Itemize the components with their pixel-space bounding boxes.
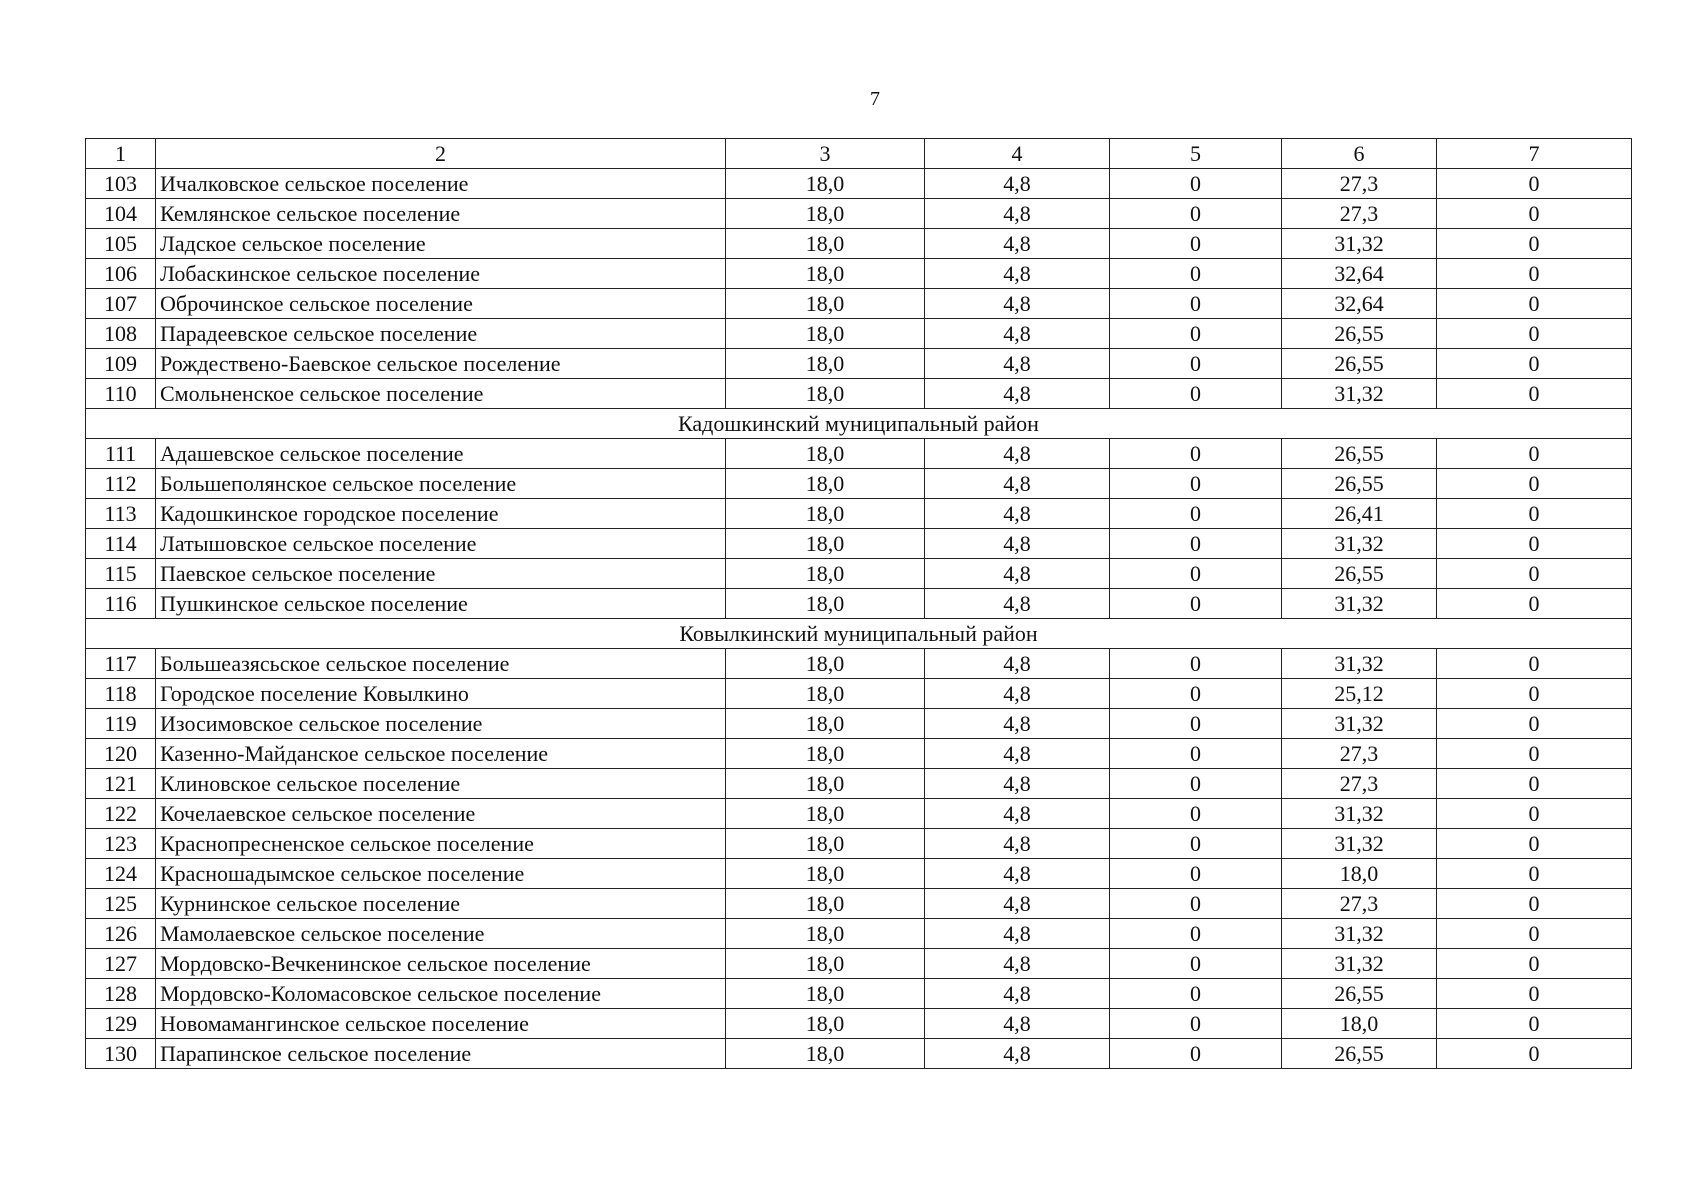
row-number: 105 [86,229,156,259]
value-col-5: 0 [1110,169,1282,199]
settlement-name: Мордовско-Вечкенинское сельское поселение [156,949,726,979]
value-col-7: 0 [1437,949,1632,979]
settlement-name: Паевское сельское поселение [156,559,726,589]
value-col-7: 0 [1437,769,1632,799]
value-col-3: 18,0 [726,829,925,859]
table-row [86,889,1632,919]
settlement-name: Оброчинское сельское поселение [156,289,726,319]
value-col-6: 31,32 [1282,229,1437,259]
value-col-7: 0 [1437,919,1632,949]
header-cell: 2 [156,139,726,169]
value-col-3: 18,0 [726,979,925,1009]
table-row [86,979,1632,1009]
value-col-3: 18,0 [726,169,925,199]
settlement-name: Парадеевское сельское поселение [156,319,726,349]
value-col-5: 0 [1110,379,1282,409]
value-col-6: 27,3 [1282,169,1437,199]
value-col-5: 0 [1110,529,1282,559]
row-number: 114 [86,529,156,559]
value-col-6: 18,0 [1282,1009,1437,1039]
value-col-6: 26,55 [1282,469,1437,499]
table-row [86,469,1632,499]
value-col-6: 32,64 [1282,289,1437,319]
value-col-5: 0 [1110,799,1282,829]
value-col-4: 4,8 [925,739,1110,769]
value-col-6: 31,32 [1282,799,1437,829]
value-col-3: 18,0 [726,469,925,499]
row-number: 108 [86,319,156,349]
value-col-5: 0 [1110,229,1282,259]
district-heading: Кадошкинский муниципальный район [86,409,1632,439]
row-number: 116 [86,589,156,619]
value-col-5: 0 [1110,649,1282,679]
value-col-4: 4,8 [925,319,1110,349]
settlement-name: Лобаскинское сельское поселение [156,259,726,289]
settlement-name: Парапинское сельское поселение [156,1039,726,1069]
row-number: 109 [86,349,156,379]
settlement-name: Новомамангинское сельское поселение [156,1009,726,1039]
value-col-6: 31,32 [1282,949,1437,979]
value-col-6: 31,32 [1282,709,1437,739]
table-row [86,679,1632,709]
table-row [86,199,1632,229]
row-number: 118 [86,679,156,709]
value-col-6: 31,32 [1282,829,1437,859]
row-number: 124 [86,859,156,889]
settlement-name: Смольненское сельское поселение [156,379,726,409]
value-col-3: 18,0 [726,1009,925,1039]
table-row [86,859,1632,889]
settlement-name: Адашевское сельское поселение [156,439,726,469]
value-col-3: 18,0 [726,559,925,589]
value-col-4: 4,8 [925,469,1110,499]
value-col-6: 26,55 [1282,319,1437,349]
value-col-4: 4,8 [925,379,1110,409]
settlement-name: Мордовско-Коломасовское сельское поселение [156,979,726,1009]
row-number: 127 [86,949,156,979]
value-col-6: 27,3 [1282,889,1437,919]
table-row [86,769,1632,799]
value-col-7: 0 [1437,169,1632,199]
value-col-4: 4,8 [925,979,1110,1009]
settlement-name: Курнинское сельское поселение [156,889,726,919]
value-col-6: 26,41 [1282,499,1437,529]
table-row [86,529,1632,559]
value-col-4: 4,8 [925,799,1110,829]
header-cell: 3 [726,139,925,169]
value-col-7: 0 [1437,529,1632,559]
value-col-5: 0 [1110,979,1282,1009]
value-col-3: 18,0 [726,379,925,409]
value-col-6: 31,32 [1282,649,1437,679]
value-col-5: 0 [1110,349,1282,379]
value-col-5: 0 [1110,829,1282,859]
value-col-3: 18,0 [726,289,925,319]
value-col-4: 4,8 [925,559,1110,589]
value-col-3: 18,0 [726,769,925,799]
value-col-4: 4,8 [925,259,1110,289]
settlement-name: Красношадымское сельское поселение [156,859,726,889]
table-row [86,289,1632,319]
value-col-7: 0 [1437,559,1632,589]
row-number: 130 [86,1039,156,1069]
value-col-7: 0 [1437,499,1632,529]
table-row [86,559,1632,589]
row-number: 110 [86,379,156,409]
value-col-4: 4,8 [925,589,1110,619]
table-row [86,439,1632,469]
value-col-4: 4,8 [925,679,1110,709]
header-cell: 5 [1110,139,1282,169]
value-col-6: 18,0 [1282,859,1437,889]
page-number: 7 [870,88,880,110]
row-number: 112 [86,469,156,499]
table-row [86,1039,1632,1069]
value-col-5: 0 [1110,589,1282,619]
value-col-7: 0 [1437,709,1632,739]
table-row [86,259,1632,289]
value-col-4: 4,8 [925,919,1110,949]
value-col-7: 0 [1437,289,1632,319]
value-col-6: 27,3 [1282,739,1437,769]
value-col-4: 4,8 [925,769,1110,799]
value-col-5: 0 [1110,469,1282,499]
settlement-name: Кадошкинское городское поселение [156,499,726,529]
value-col-6: 31,32 [1282,379,1437,409]
row-number: 117 [86,649,156,679]
value-col-7: 0 [1437,199,1632,229]
value-col-7: 0 [1437,889,1632,919]
value-col-3: 18,0 [726,799,925,829]
value-col-4: 4,8 [925,709,1110,739]
value-col-3: 18,0 [726,649,925,679]
value-col-3: 18,0 [726,919,925,949]
value-col-7: 0 [1437,259,1632,289]
value-col-5: 0 [1110,1039,1282,1069]
value-col-5: 0 [1110,499,1282,529]
value-col-7: 0 [1437,979,1632,1009]
value-col-5: 0 [1110,559,1282,589]
district-heading-row [86,619,1632,649]
table-row [86,169,1632,199]
table-row [86,919,1632,949]
value-col-7: 0 [1437,589,1632,619]
value-col-6: 26,55 [1282,979,1437,1009]
table-row [86,799,1632,829]
value-col-3: 18,0 [726,259,925,289]
value-col-7: 0 [1437,439,1632,469]
district-heading-row [86,409,1632,439]
row-number: 122 [86,799,156,829]
table-row [86,379,1632,409]
row-number: 119 [86,709,156,739]
value-col-6: 26,55 [1282,559,1437,589]
header-row [86,139,1632,169]
value-col-5: 0 [1110,919,1282,949]
table-row [86,949,1632,979]
value-col-6: 25,12 [1282,679,1437,709]
value-col-6: 26,55 [1282,439,1437,469]
value-col-7: 0 [1437,1039,1632,1069]
row-number: 128 [86,979,156,1009]
value-col-3: 18,0 [726,199,925,229]
value-col-4: 4,8 [925,229,1110,259]
value-col-6: 27,3 [1282,769,1437,799]
value-col-3: 18,0 [726,949,925,979]
value-col-5: 0 [1110,859,1282,889]
settlement-name: Кемлянское сельское поселение [156,199,726,229]
settlement-name: Городское поселение Ковылкино [156,679,726,709]
value-col-5: 0 [1110,319,1282,349]
row-number: 104 [86,199,156,229]
value-col-7: 0 [1437,739,1632,769]
settlement-name: Изосимовское сельское поселение [156,709,726,739]
row-number: 113 [86,499,156,529]
value-col-3: 18,0 [726,529,925,559]
settlement-name: Латышовское сельское поселение [156,529,726,559]
table-row [86,709,1632,739]
value-col-5: 0 [1110,289,1282,319]
header-cell: 1 [86,139,156,169]
settlement-name: Казенно-Майданское сельское поселение [156,739,726,769]
table-row [86,1009,1632,1039]
value-col-7: 0 [1437,1009,1632,1039]
table-body [86,139,1632,1069]
value-col-5: 0 [1110,739,1282,769]
settlement-name: Кочелаевское сельское поселение [156,799,726,829]
value-col-5: 0 [1110,889,1282,919]
value-col-3: 18,0 [726,709,925,739]
value-col-3: 18,0 [726,439,925,469]
header-cell: 7 [1437,139,1632,169]
value-col-6: 31,32 [1282,589,1437,619]
value-col-3: 18,0 [726,859,925,889]
value-col-7: 0 [1437,829,1632,859]
value-col-5: 0 [1110,709,1282,739]
value-col-5: 0 [1110,259,1282,289]
header-cell: 4 [925,139,1110,169]
table-row [86,829,1632,859]
row-number: 125 [86,889,156,919]
value-col-4: 4,8 [925,859,1110,889]
value-col-5: 0 [1110,949,1282,979]
value-col-7: 0 [1437,649,1632,679]
value-col-7: 0 [1437,799,1632,829]
value-col-3: 18,0 [726,589,925,619]
value-col-3: 18,0 [726,1039,925,1069]
value-col-6: 31,32 [1282,529,1437,559]
value-col-3: 18,0 [726,229,925,259]
value-col-5: 0 [1110,199,1282,229]
value-col-4: 4,8 [925,829,1110,859]
settlement-name: Большеазясьское сельское поселение [156,649,726,679]
value-col-4: 4,8 [925,349,1110,379]
row-number: 123 [86,829,156,859]
table-row [86,229,1632,259]
value-col-3: 18,0 [726,319,925,349]
table-row [86,319,1632,349]
value-col-4: 4,8 [925,439,1110,469]
value-col-3: 18,0 [726,889,925,919]
table-row [86,739,1632,769]
value-col-3: 18,0 [726,739,925,769]
value-col-5: 0 [1110,439,1282,469]
table-row [86,349,1632,379]
table-row [86,649,1632,679]
value-col-6: 32,64 [1282,259,1437,289]
value-col-4: 4,8 [925,1039,1110,1069]
value-col-5: 0 [1110,679,1282,709]
value-col-5: 0 [1110,769,1282,799]
header-cell: 6 [1282,139,1437,169]
value-col-4: 4,8 [925,199,1110,229]
value-col-3: 18,0 [726,499,925,529]
value-col-7: 0 [1437,469,1632,499]
value-col-4: 4,8 [925,169,1110,199]
value-col-7: 0 [1437,679,1632,709]
value-col-4: 4,8 [925,649,1110,679]
value-col-7: 0 [1437,319,1632,349]
value-col-6: 31,32 [1282,919,1437,949]
value-col-7: 0 [1437,349,1632,379]
row-number: 107 [86,289,156,319]
value-col-3: 18,0 [726,349,925,379]
row-number: 129 [86,1009,156,1039]
value-col-3: 18,0 [726,679,925,709]
value-col-5: 0 [1110,1009,1282,1039]
row-number: 126 [86,919,156,949]
settlement-name: Рождествено-Баевское сельское поселение [156,349,726,379]
row-number: 121 [86,769,156,799]
settlement-name: Большеполянское сельское поселение [156,469,726,499]
value-col-4: 4,8 [925,949,1110,979]
settlement-name: Пушкинское сельское поселение [156,589,726,619]
row-number: 111 [86,439,156,469]
row-number: 106 [86,259,156,289]
table-row [86,589,1632,619]
settlement-name: Ладское сельское поселение [156,229,726,259]
value-col-7: 0 [1437,859,1632,889]
district-heading: Ковылкинский муниципальный район [86,619,1632,649]
value-col-6: 27,3 [1282,199,1437,229]
value-col-6: 26,55 [1282,1039,1437,1069]
data-table [85,138,1632,1069]
row-number: 120 [86,739,156,769]
settlement-name: Клиновское сельское поселение [156,769,726,799]
value-col-4: 4,8 [925,289,1110,319]
value-col-4: 4,8 [925,499,1110,529]
settlement-name: Ичалковское сельское поселение [156,169,726,199]
value-col-7: 0 [1437,379,1632,409]
settlement-name: Краснопресненское сельское поселение [156,829,726,859]
row-number: 115 [86,559,156,589]
row-number: 103 [86,169,156,199]
value-col-4: 4,8 [925,529,1110,559]
value-col-6: 26,55 [1282,349,1437,379]
settlement-name: Мамолаевское сельское поселение [156,919,726,949]
value-col-4: 4,8 [925,889,1110,919]
table-row [86,499,1632,529]
value-col-7: 0 [1437,229,1632,259]
value-col-4: 4,8 [925,1009,1110,1039]
